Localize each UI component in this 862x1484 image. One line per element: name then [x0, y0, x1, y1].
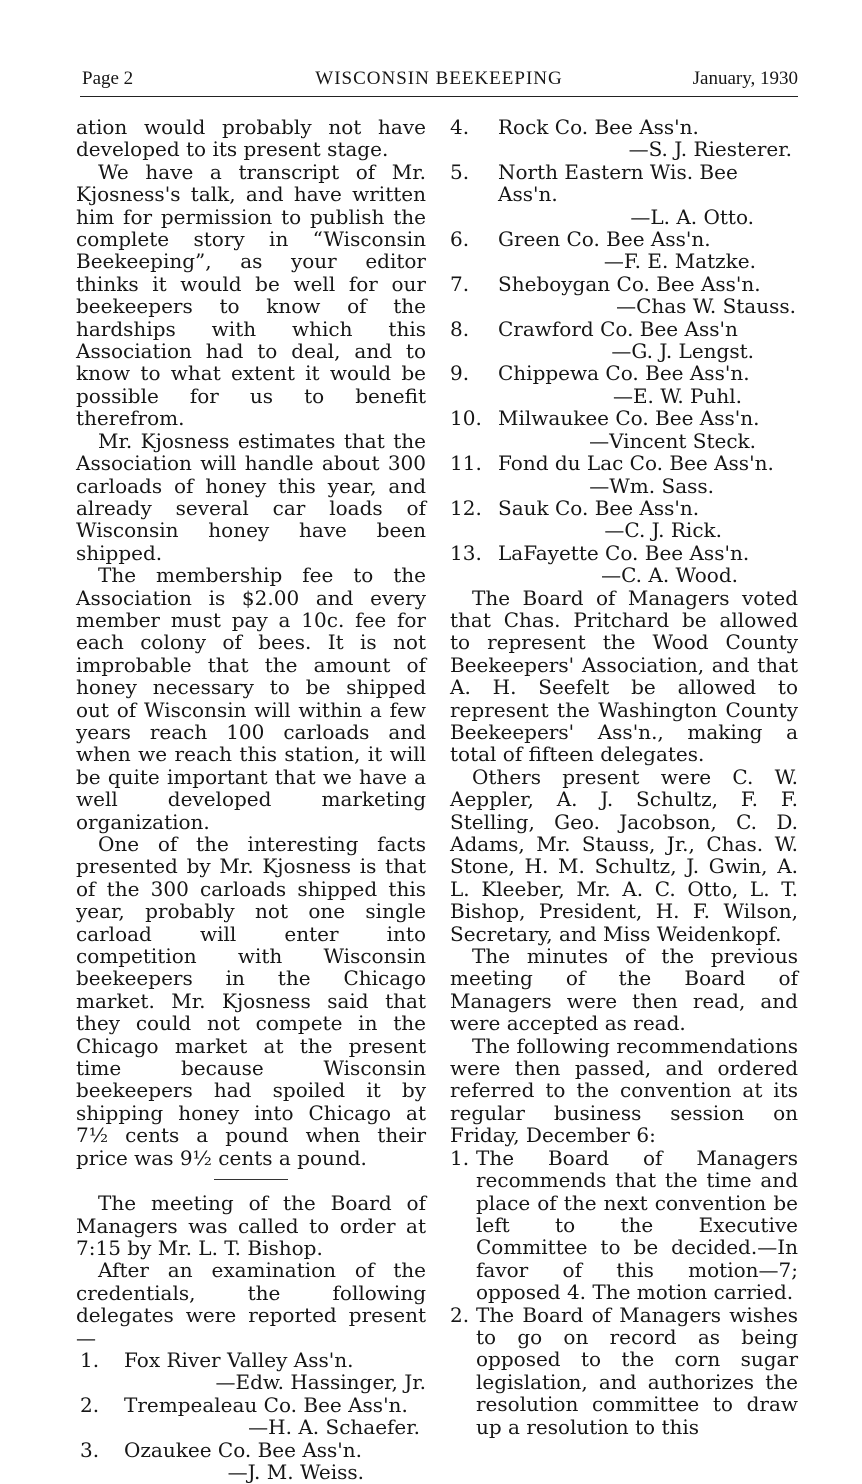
right-column	[450, 116, 798, 1438]
delegate-association: Green Co. Bee Ass'n.	[498, 227, 711, 252]
delegate-association: Fox River Valley Ass'n.	[124, 1347, 354, 1372]
delegate-number: 5.	[450, 159, 470, 184]
paragraph: The Board of Managers voted that Chas. Pritchard be allowed to represent the Wood County Beekeepers' Association, and that A. H. Seefelt be allowed to represent the Washington County Beekeepers' Ass'n., making a total of fifteen delegates.	[450, 585, 798, 767]
section-divider	[214, 1179, 288, 1180]
delegate-number: 4.	[450, 115, 470, 139]
delegate-association: Sheboygan Co. Bee Ass'n.	[498, 271, 761, 296]
delegate-signature: —F. E. Matzke.	[603, 249, 756, 274]
issue-date: January, 1930	[692, 68, 798, 89]
delegate-signature: —Wm. Sass.	[589, 473, 714, 498]
delegate-number: 3.	[80, 1437, 100, 1462]
delegate-association: Sauk Co. Bee Ass'n.	[498, 495, 700, 520]
delegate-signature: —E. W. Puhl.	[612, 383, 742, 408]
delegate-association: Crawford Co. Bee Ass'n	[498, 316, 738, 341]
delegate-number: 8.	[450, 316, 470, 341]
delegate-signature: —J. M. Weiss.	[227, 1459, 364, 1484]
delegate-item	[450, 542, 798, 564]
delegate-signature: —L. A. Otto.	[630, 204, 754, 229]
delegate-signature: —Edw. Hassinger, Jr.	[215, 1370, 426, 1395]
recommendation-number: 2.	[450, 1302, 470, 1327]
delegate-item	[450, 362, 798, 384]
delegate-number: 2.	[80, 1392, 100, 1417]
recommendation-list	[450, 1147, 798, 1438]
delegate-item	[450, 407, 798, 429]
delegate-association: Rock Co. Bee Ass'n.	[498, 115, 699, 139]
delegate-number: 1.	[80, 1347, 100, 1372]
delegate-item	[76, 1394, 426, 1416]
paragraph: The minutes of the previous meeting of the Board of Managers were then read, and were accepted as read.	[450, 944, 798, 1036]
delegate-number: 10.	[450, 406, 482, 431]
delegate-number: 9.	[450, 361, 470, 386]
publication-title: WISCONSIN BEEKEEPING	[315, 68, 563, 89]
delegate-signature: —G. J. Lengst.	[611, 339, 754, 364]
delegate-signature: —H. A. Schaefer.	[248, 1415, 420, 1440]
delegate-number: 6.	[450, 227, 470, 252]
delegate-number: 11.	[450, 451, 482, 476]
delegate-signature: —Vincent Steck.	[589, 428, 756, 453]
delegate-item	[450, 273, 798, 295]
recommendation-text: The Board of Managers wishes to go on record as being opposed to the corn sugar legislation, and authorizes the resolution committee to draw up a resolution to this	[476, 1302, 798, 1439]
delegate-signature: —C. J. Rick.	[604, 518, 722, 543]
paragraph: One of the interesting facts presented by Mr. Kjosness is that of the 300 carloads shipped this year, probably not one single carload will enter into competition with Wisconsin beekeepers in the Chicago market. Mr. Kjosness said that they could not compete in the Chicago market at the present time because Wisconsin beekeepers had spoiled it by shipping honey into Chicago at 7½ cents a pound when their price was 9½ cents a pound.	[76, 832, 426, 1170]
delegate-number: 7.	[450, 271, 470, 296]
page-header	[80, 66, 798, 97]
delegate-association: Trempealeau Co. Bee Ass'n.	[124, 1392, 408, 1417]
delegate-item	[450, 161, 798, 206]
delegate-signature: —C. A. Wood.	[601, 563, 738, 588]
paragraph: The membership fee to the Association is $2.00 and every member must pay a 10c. fee for each colony of bees. It is not improbable that the amount of honey necessary to be shipped out of Wisconsin will within a few years reach 100 carloads and when we reach this station, it will be quite important that we have a well developed marketing organization.	[76, 563, 426, 834]
delegate-association: Milwaukee Co. Bee Ass'n.	[498, 406, 760, 431]
delegate-item	[450, 318, 798, 340]
delegate-association: Fond du Lac Co. Bee Ass'n.	[498, 451, 774, 476]
paragraph: We have a transcript of Mr. Kjosness's talk, and have written him for permission to publish the complete story in “Wisconsin Beekeeping”, as your editor thinks it would be well for our beekeepers to know of the hardships with which this Association had to deal, and to know to what extent it would be possible for us to benefit therefrom.	[76, 159, 426, 431]
delegate-association: Chippewa Co. Bee Ass'n.	[498, 361, 750, 386]
delegate-signature: —S. J. Riesterer.	[628, 137, 792, 162]
delegate-item	[450, 228, 798, 250]
delegate-item	[450, 497, 798, 519]
recommendation-number: 1.	[450, 1145, 470, 1170]
recommendation-item	[450, 1304, 798, 1438]
page-number: Page 2	[82, 68, 134, 89]
delegate-list	[76, 1349, 426, 1483]
paragraph: ation would probably not have developed to its present stage.	[76, 115, 426, 162]
delegate-list	[450, 116, 798, 587]
paragraph: The meeting of the Board of Managers was called to order at 7:15 by Mr. L. T. Bishop.	[76, 1191, 426, 1260]
paragraph: Others present were C. W. Aeppler, A. J. Schultz, F. F. Stelling, Geo. Jacobson, C. D. Adams, Mr. Stauss, Jr., Chas. W. Stone, H. M. Schultz, J. Gwin, A. L. Kleeber, Mr. A. C. Otto, L. T. Bishop, President, H. F. Wilson, Secretary, and Miss Weidenkopf.	[450, 764, 798, 946]
paragraph: The following recommendations were then passed, and ordered referred to the convention at its regular business session on Friday, December 6:	[450, 1033, 798, 1148]
delegate-item	[450, 116, 798, 138]
left-column	[76, 116, 426, 1483]
delegate-association: Ozaukee Co. Bee Ass'n.	[124, 1437, 363, 1462]
delegate-number: 13.	[450, 540, 482, 565]
recommendation-item	[450, 1147, 798, 1304]
delegate-item	[76, 1349, 426, 1371]
delegate-number: 12.	[450, 495, 482, 520]
delegate-item	[76, 1439, 426, 1461]
delegate-signature: —Chas W. Stauss.	[616, 294, 796, 319]
delegate-item	[450, 452, 798, 474]
delegate-association: North Eastern Wis. Bee Ass'n.	[498, 159, 738, 207]
recommendation-text: The Board of Managers recommends that the time and place of the next convention be left to the Executive Committee to be decided.—In favor of this motion—7; opposed 4. The motion carried.	[476, 1145, 798, 1305]
paragraph: Mr. Kjosness estimates that the Association will handle about 300 carloads of honey this year, and already several car loads of Wisconsin honey have been shipped.	[76, 428, 426, 565]
paragraph: After an examination of the credentials, the following delegates were reported present—	[76, 1258, 426, 1350]
delegate-association: LaFayette Co. Bee Ass'n.	[498, 540, 750, 565]
